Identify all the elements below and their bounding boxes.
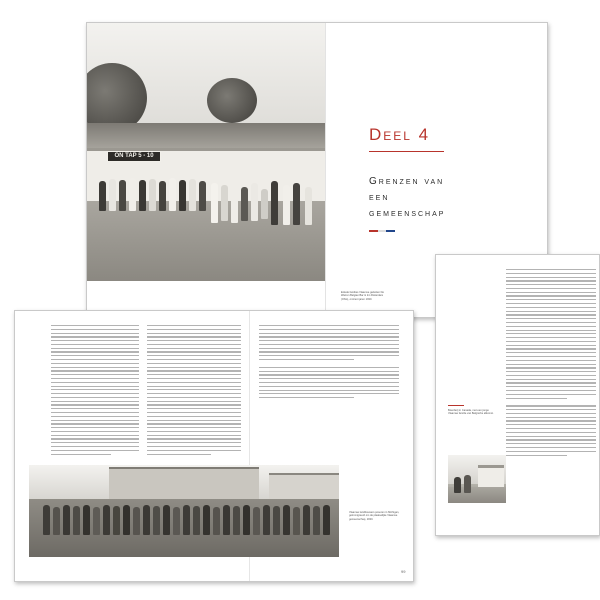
crowd-figure	[241, 187, 248, 221]
crowd-figure	[293, 183, 300, 225]
crowd-figure	[143, 505, 150, 535]
crowd-figure	[243, 505, 250, 535]
crowd-figure	[454, 477, 461, 493]
crowd-figure	[113, 506, 120, 535]
caption-rule	[448, 405, 464, 406]
crowd-figure	[139, 180, 146, 211]
crowd-figure	[129, 178, 136, 211]
crowd-figure	[211, 183, 218, 223]
crowd-figure	[293, 507, 300, 535]
right-page	[435, 254, 600, 536]
group-photo-bar	[87, 23, 325, 281]
crowd-figure	[283, 505, 290, 535]
crowd-figure	[271, 181, 278, 225]
crowd-figure	[199, 181, 206, 211]
crowd-figure	[183, 505, 190, 535]
left-text-column	[51, 325, 139, 457]
flag-rule	[369, 230, 395, 232]
flag-stripe-blue	[386, 230, 395, 232]
bottom-photo-caption: Vlaamse landbouwers poseren in Michigan, geïmmigreerd om de plaatselijke Vlaamse gemeenschap, 1930.	[349, 511, 400, 521]
right-upper-text-column	[259, 325, 399, 401]
crowd-figure	[163, 505, 170, 535]
crowd-figure	[213, 507, 220, 535]
crowd-figure	[169, 178, 176, 211]
crowd-figure	[323, 505, 330, 535]
crowd-figure	[233, 506, 240, 535]
crowd-figure	[149, 179, 156, 211]
front-spread	[14, 310, 414, 582]
crowd-figure	[159, 181, 166, 211]
part-label: Deel 4	[369, 125, 431, 144]
crowd-figure	[133, 507, 140, 535]
crowd-figure	[43, 505, 50, 535]
chapter-title: Grenzen van een gemeenschap	[369, 176, 446, 219]
crowd-figure	[263, 505, 270, 535]
crowd-figure	[203, 505, 210, 535]
crowd-figure	[221, 185, 228, 221]
photo-roof	[87, 123, 325, 149]
crowd-figure	[283, 185, 290, 225]
crowd-figure	[179, 180, 186, 211]
crowd-figure	[313, 506, 320, 535]
crowd-figure	[305, 187, 312, 225]
photo-building	[269, 473, 339, 501]
photo-tree	[207, 78, 257, 123]
crowd-figure	[261, 189, 268, 219]
top-photo-caption: Enkele families Vlaamse gazetten De Warren Belgian Bar & Inn Rotterdam (Ohio), omtrent jaren 1930.	[341, 291, 384, 301]
crowd-figure	[103, 505, 110, 535]
crowd-figure	[273, 506, 280, 535]
photo-building	[109, 467, 259, 501]
chapter-title-block	[369, 125, 539, 232]
crowd-figure	[464, 475, 471, 493]
crowd-figure	[109, 179, 116, 211]
crowd-figure	[53, 507, 60, 535]
crowd-figure	[251, 183, 258, 221]
crowd-figure	[63, 505, 70, 535]
flag-stripe-white	[378, 230, 387, 232]
farm-house	[478, 465, 504, 487]
crowd-figure	[253, 507, 260, 535]
bar-sign: ON TAP 5 - 10	[107, 151, 161, 162]
crowd-figure	[193, 506, 200, 535]
right-text-column	[506, 269, 596, 458]
crowd-figure	[189, 179, 196, 211]
page-number: 99	[401, 569, 406, 574]
crowd-figure	[93, 507, 100, 535]
crowd-figure	[303, 505, 310, 535]
middle-text-column	[147, 325, 241, 457]
crowd-figure	[123, 505, 130, 535]
part-rule	[369, 151, 444, 152]
farm-photo	[448, 455, 506, 503]
spread-gutter	[325, 23, 326, 317]
crowd-figure	[173, 507, 180, 535]
crowd-figure	[99, 181, 106, 211]
crowd-figure	[231, 181, 238, 223]
crowd-figure	[119, 180, 126, 211]
crowd-figure	[83, 505, 90, 535]
crowd-figure	[223, 505, 230, 535]
crowd-figure	[153, 506, 160, 535]
group-photo-farmers	[29, 465, 339, 557]
crowd-figure	[73, 506, 80, 535]
right-photo-caption: Boerderij in Canada, met een jonge Vlaamse familie van Belgische afkomst.	[448, 409, 494, 416]
flag-stripe-red	[369, 230, 378, 232]
